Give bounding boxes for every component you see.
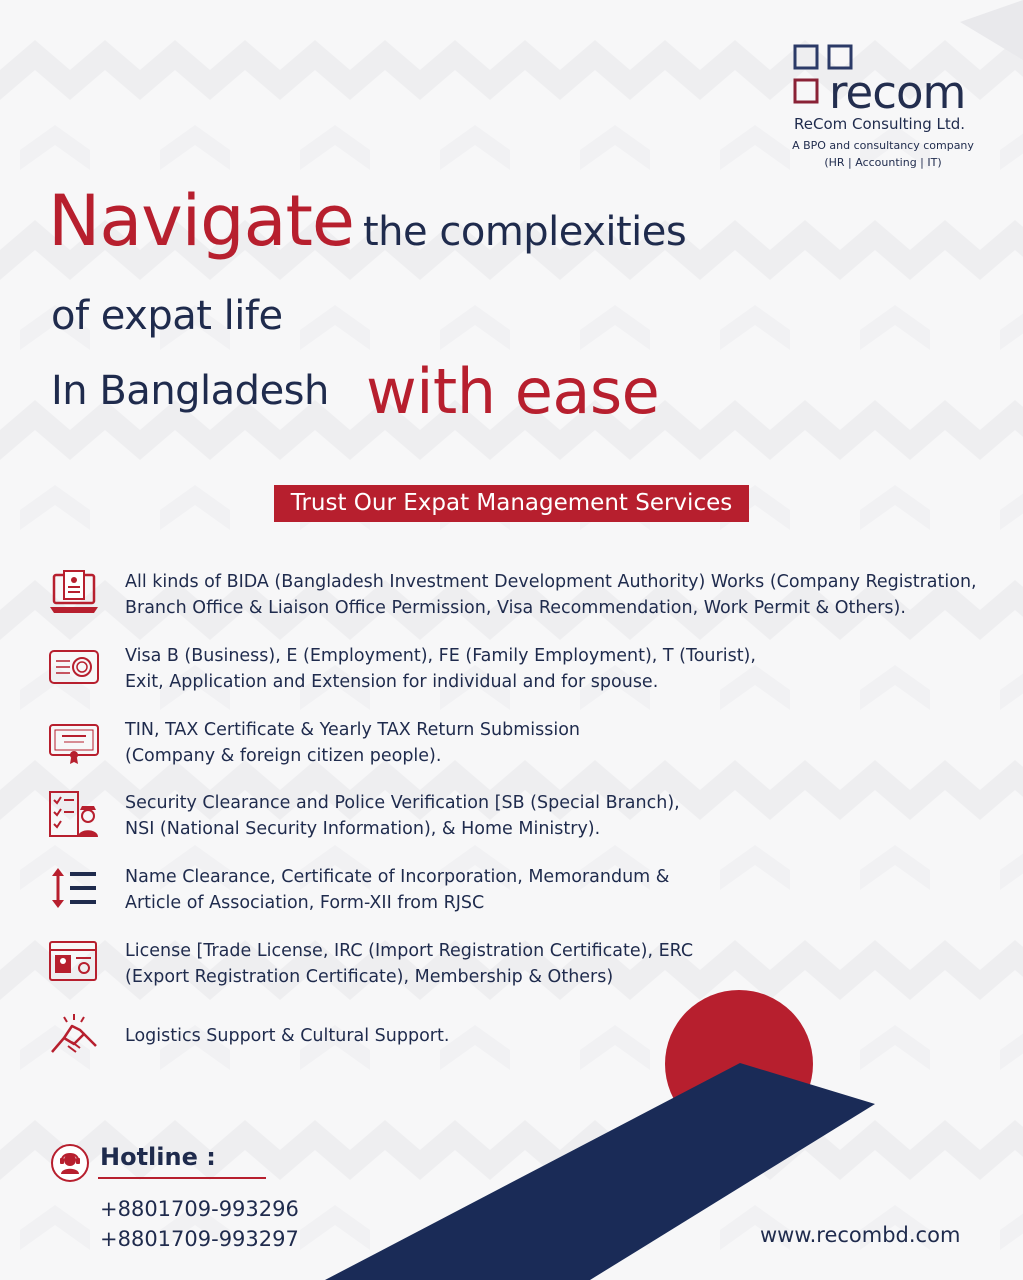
service-line: Logistics Support & Cultural Support. [125, 1026, 450, 1046]
logo-company-name: ReCom Consulting Ltd. [794, 115, 966, 133]
service-line: Article of Association, Form-XII from RJSC [125, 893, 485, 913]
hotline-phone-1[interactable]: +8801709-993296 [100, 1197, 299, 1221]
logo-wordmark: recom [829, 66, 966, 119]
service-line: Branch Office & Liaison Office Permission, Visa Recommendation, Work Permit & Others). [125, 598, 906, 618]
service-line: Name Clearance, Certificate of Incorporation, Memorandum & [125, 867, 670, 887]
service-line: Visa B (Business), E (Employment), FE (Family Employment), T (Tourist), [125, 646, 756, 666]
service-line: (Export Registration Certificate), Membership & Others) [125, 967, 614, 987]
hotline-phone-2[interactable]: +8801709-993297 [100, 1227, 299, 1251]
headline-expat-life: of expat life [51, 293, 283, 339]
headline-with-ease: with ease [366, 355, 660, 428]
hotline-label: Hotline : [100, 1143, 216, 1171]
service-line: TIN, TAX Certificate & Yearly TAX Return Submission [125, 720, 581, 740]
logo-tagline: A BPO and consultancy company [792, 139, 974, 152]
services-banner: Trust Our Expat Management Services [274, 485, 749, 522]
logo-services: (HR | Accounting | IT) [824, 156, 942, 169]
service-line: (Company & foreign citizen people). [125, 746, 442, 766]
service-line: NSI (National Security Information), & Home Ministry). [125, 819, 601, 839]
headline-in-bangladesh: In Bangladesh [51, 368, 329, 414]
headline-complexities: the complexities [363, 209, 687, 255]
service-line: Security Clearance and Police Verification [SB (Special Branch), [125, 793, 680, 813]
hotline-underline [98, 1177, 266, 1179]
service-line: All kinds of BIDA (Bangladesh Investment Development Authority) Works (Company Registration, [125, 572, 977, 592]
headset-support-icon [50, 1143, 90, 1183]
service-line: Exit, Application and Extension for individual and for spouse. [125, 672, 659, 692]
website-link[interactable]: www.recombd.com [760, 1223, 961, 1247]
headline-navigate: Navigate [48, 180, 354, 262]
service-line: License [Trade License, IRC (Import Registration Certificate), ERC [125, 941, 694, 961]
